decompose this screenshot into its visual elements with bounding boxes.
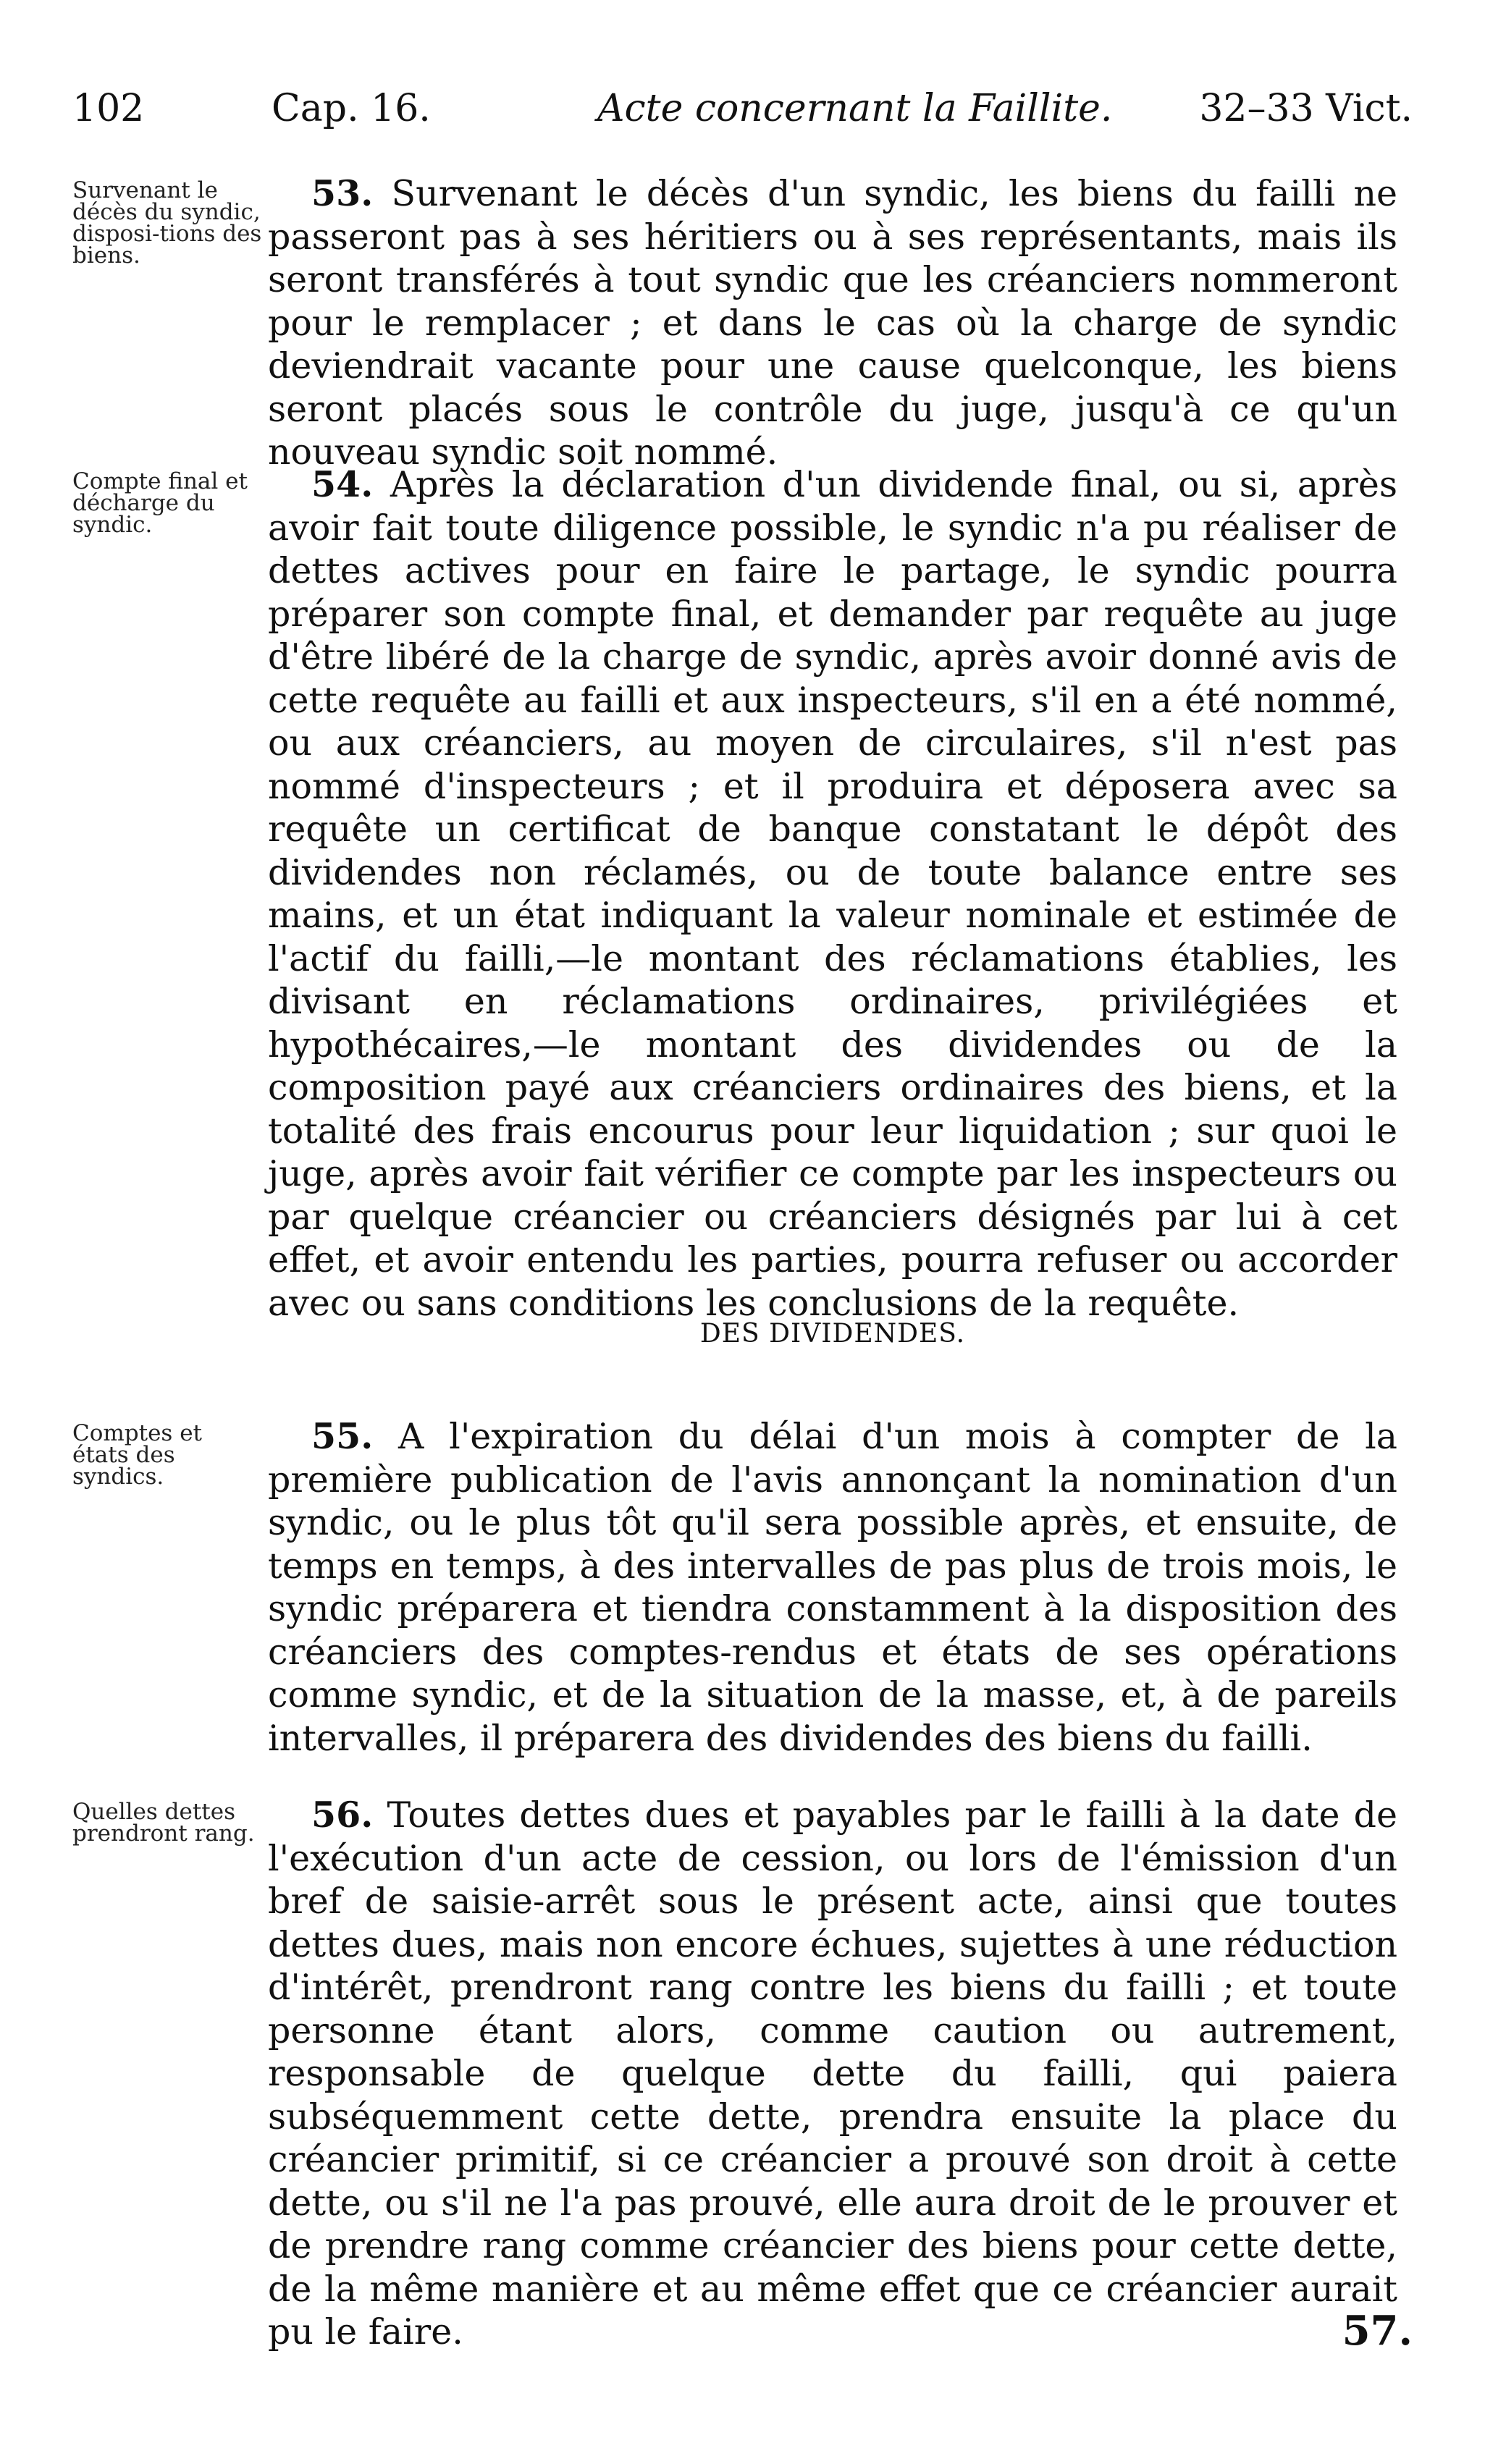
section-body — [268, 1415, 1397, 1760]
section-body — [268, 463, 1397, 1325]
section-text: A l'expiration du délai d'un mois à compter de la première publication de l'avis annonçant la nomination d'un syndic, ou le plus tôt qu'il sera possible après, et ensuite, de temps en temps, à des intervalles de pas plus de trois mois, le syndic préparera et tiendra constamment à la disposition des créanciers des comptes-rendus et états de ses opérations comme syndic, et de la situation de la masse, et, à de pareils intervalles, il préparera des dividendes des biens du failli. — [268, 1416, 1397, 1759]
chapter-label: Cap. 16. — [272, 87, 431, 130]
section-text: Toutes dettes dues et payables par le failli à la date de l'exécution d'un acte de cession, ou lors de l'émission d'un bref de saisie-arrêt sous le présent acte, ainsi que toutes dettes dues, mais non encore échues, sujettes à une réduction d'intérêt, prendront rang contre les biens du failli ; et toute personne étant alors, comme caution ou autrement, responsable de quelque dette du failli, qui paiera subséquemment cette dette, prendra ensuite la place du créancier primitif, si ce créancier a prouvé son droit à cette dette, ou s'il ne l'a pas prouvé, elle aura droit de le prouver et de prendre rang comme créancier des biens pour cette dette, de la même manière et au même effet que ce créancier aurait pu le faire. — [268, 1794, 1397, 2353]
margin-note: Survenant le décès du syndic, disposi-tions des biens. — [72, 177, 262, 269]
section-number: 54. — [311, 463, 374, 505]
running-header — [0, 80, 1485, 138]
section-number: 56. — [311, 1794, 374, 1836]
section-text: Survenant le décès d'un syndic, les biens du failli ne passeront pas à ses héritiers ou à ses représentants, mais ils seront transférés à tout syndic que les créanciers nommeront pour le remplacer ; et dans le cas où la charge de syndic deviendrait vacante pour une cause quelconque, les biens seront placés sous le contrôle du juge, jusqu'à ce qu'un nouveau syndic soit nommé. — [268, 173, 1397, 473]
section-text: Après la déclaration d'un dividende final, ou si, après avoir fait toute diligence possible, le syndic n'a pu réaliser de dettes actives pour en faire le partage, le syndic pourra préparer son compte final, et demander par requête au juge d'être libéré de la charge de syndic, après avoir donné avis de cette requête au failli et aux inspecteurs, s'il en a été nommé, ou aux créanciers, au moyen de circulaires, s'il n'est pas nommé d'inspecteurs ; et il produira et déposera avec sa requête un certificat de banque constatant le dépôt des dividendes non réclamés, ou de toute balance entre ses mains, et un état indiquant la valeur nominale et estimée de l'actif du failli,—le montant des réclamations établies, les divisant en réclamations ordinaires, privilégiées et hypothécaires,—le montant des dividendes ou de la composition payé aux créanciers ordinaires des biens, et la totalité des frais encourus pour leur liquidation ; sur quoi le juge, après avoir fait vérifier ce compte par les inspecteurs ou par quelque créancier ou créanciers désignés par lui à cet effet, et avoir entendu les parties, pourra refuser ou accorder avec ou sans conditions les conclusions de la requête. — [268, 464, 1397, 1324]
section-heading: DES DIVIDENDES. — [699, 1319, 966, 1349]
margin-note: Comptes et états des syndics. — [72, 1420, 202, 1490]
running-title: Acte concernant la Faillite. — [597, 87, 1113, 130]
section-body — [268, 1794, 1397, 2354]
page-number: 102 — [72, 87, 145, 130]
section-number: 55. — [311, 1415, 374, 1457]
section-body — [268, 172, 1397, 474]
regnal-year: 32–33 Vict. — [1199, 87, 1413, 130]
margin-note: Compte final et décharge du syndic. — [72, 468, 248, 538]
margin-note: Quelles dettes prendront rang. — [72, 1799, 255, 1847]
signature-mark: 57. — [1342, 2307, 1413, 2355]
section-number: 53. — [311, 172, 374, 214]
